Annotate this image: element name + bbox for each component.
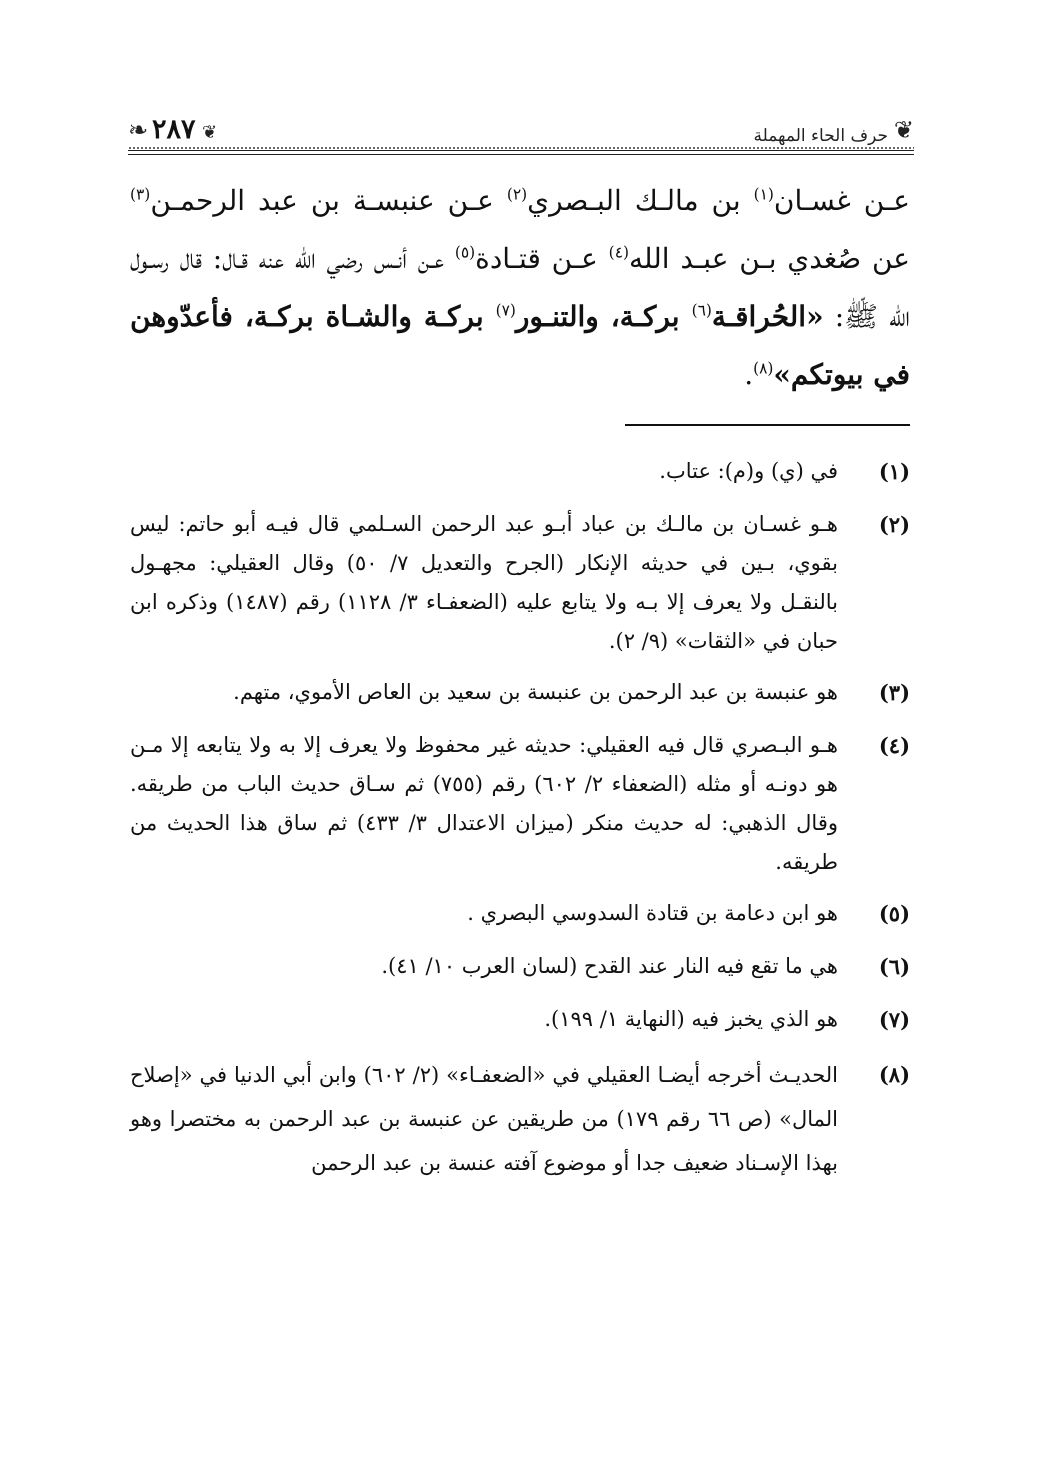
footnote-ref: (٧): [495, 301, 516, 320]
footnote-item: [130, 894, 910, 933]
footnote-ref: (٥): [454, 243, 476, 262]
footnote-item: [130, 947, 910, 986]
footnote-item: [130, 1053, 910, 1185]
main-text-part: عـن عنبسـة بن عبد الرحمـن: [150, 184, 507, 217]
footnote-text: هـو البـصري قال فيه العقيلي: حديثه غير محفوظ ولا يعرف إلا به ولا يتابعه إلا مـن هو دونـه أو مثله (الضعفاء ٢/ ٦٠٢) رقم (٧٥٥) ثم سـاق حديث الباب من طريقه. وقال الذهبي: له حديث منكر (ميزان الاعتدال ٣/ ٤٣٣) ثم ساق هذا الحديث من طريقه.: [130, 733, 838, 874]
footnote-text: الحديـث أخرجه أيضـا العقيلي في «الضعفـاء» (٢/ ٦٠٢) وابن أبي الدنيا في «إصلاح المال» (ص ٦٦ رقم ١٧٩) من طريقين عن عنبسة بن عبد الرحمن به مختصرا وهو بهذا الإسـناد ضعيف جدا أو موضوع آفته عنسة بن عبد الرحمن: [130, 1063, 838, 1175]
footnote-text: هو ابن دعامة بن قتادة السدوسي البصري .: [467, 901, 838, 925]
page-header: [128, 104, 914, 154]
page-number: ٢٨٧: [152, 114, 196, 145]
footnote-text: هو الذي يخبز فيه (النهاية ١/ ١٩٩).: [544, 1007, 838, 1031]
footnote-number: (٨): [878, 1062, 910, 1087]
footnote-text: في (ي) و(م): عتاب.: [659, 459, 838, 483]
footnote-number: (٢): [878, 512, 910, 537]
header-ornament-mid-icon: ❦: [202, 122, 218, 143]
header-ornament-right-icon: ❦: [893, 116, 914, 144]
footnote-separator: [625, 424, 910, 426]
footnote-ref: (٣): [130, 185, 151, 204]
footnote-number: (٣): [878, 680, 910, 705]
main-text: [130, 172, 910, 404]
hadith-quote-part: بركـة والشـاة بركـة، فأعدّوهن في بيوتكم»: [130, 300, 910, 391]
footnote-text: هو عنبسة بن عبد الرحمن بن عنبسة بن سعيد بن العاص الأموي، متهم.: [233, 680, 838, 704]
footnotes: [130, 452, 910, 1197]
main-text-part: عـن أنـس رضي الله عنه قـال: قال رسـول الله ﷺ:: [130, 242, 910, 333]
header-dotted-rule: [128, 147, 914, 149]
hadith-quote-part: بركـة، والتنـور: [515, 300, 692, 333]
footnote-ref: (٦): [691, 301, 712, 320]
header-double-rule: [128, 150, 914, 155]
footnote-text: هـو غسـان بن مالـك بن عباد أبـو عبد الرحمن السـلمي قال فيـه أبو حاتم: ليس بقوي، بـين في حديثه الإنكار (الجرح والتعديل ٧/ ٥٠) وقال العقيلي: مجهـول بالنقـل ولا يعرف إلا بـه ولا يتابع عليه (الضعفـاء ٣/ ١١٢٨) رقم (١٤٨٧) وذكره ابن حبان في «الثقات» (٩/ ٢).: [130, 512, 838, 653]
footnote-ref: (٤): [608, 243, 629, 262]
footnote-item: [130, 673, 910, 712]
main-text-part: .: [744, 358, 754, 391]
footnote-item: [130, 726, 910, 882]
main-text-part: بن مالـك البـصري: [527, 184, 754, 217]
main-text-part: عن صُغدي بـن عبـد الله: [628, 242, 910, 275]
main-text-part: عـن غسـان: [773, 184, 911, 217]
chapter-title: حرف الحاء المهملة: [753, 126, 888, 146]
footnote-number: (١): [878, 459, 910, 484]
footnote-ref: (٨): [753, 359, 774, 378]
footnote-number: (٦): [878, 954, 910, 979]
footnote-item: [130, 452, 910, 491]
hadith-quote-part: «الحُراقـة: [711, 300, 824, 333]
footnote-item: [130, 1000, 910, 1039]
footnote-number: (٧): [878, 1007, 910, 1032]
footnote-ref: (٢): [506, 185, 528, 204]
footnote-text: هي ما تقع فيه النار عند القدح (لسان العرب ١٠/ ٤١).: [381, 954, 838, 978]
footnote-number: (٤): [878, 733, 910, 758]
footnote-item: [130, 505, 910, 661]
main-text-part: عـن قتـادة: [475, 242, 609, 275]
footnote-number: (٥): [878, 901, 910, 926]
footnote-ref: (١): [753, 185, 774, 204]
header-ornament-left-icon: ❧: [128, 116, 149, 144]
